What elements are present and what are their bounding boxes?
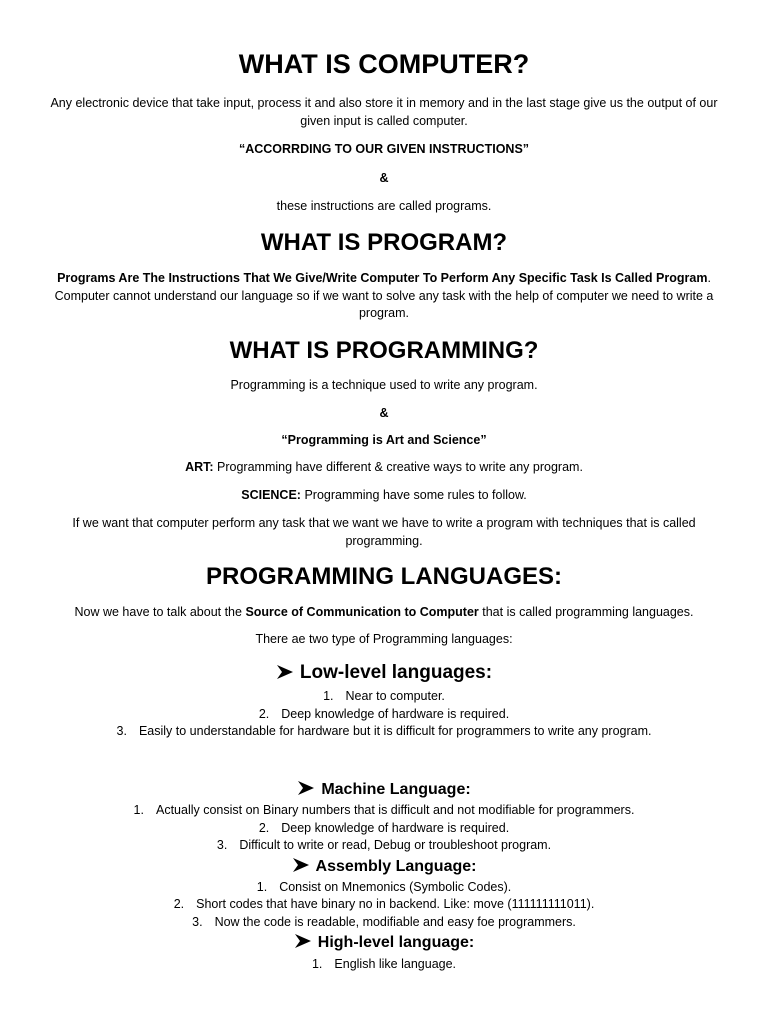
subheading-machine-language — [0, 780, 768, 800]
list-item — [0, 896, 768, 914]
list-item — [0, 956, 768, 974]
list-item — [0, 879, 768, 897]
paragraph-computer-definition: Any electronic device that take input, process it and also store it in memory and in the last stage give us the output of our given input is called computer. — [50, 96, 718, 128]
art-text: Programming have different & creative ways to write any program. — [213, 460, 583, 474]
assembly-language-title: Assembly Language: — [315, 858, 477, 875]
machine-language-title: Machine Language: — [321, 781, 471, 798]
list-number: 2. — [173, 897, 185, 911]
paragraph-program-definition — [48, 270, 720, 323]
program-definition-bold: Programs Are The Instructions That We Give/Write Computer To Perform Any Specific Task Is Called Program — [57, 271, 708, 285]
list-number: 1. — [311, 957, 323, 971]
list-item — [0, 837, 768, 855]
heading-what-is-program: WHAT IS PROGRAM? — [260, 229, 508, 256]
list-number: 1. — [323, 689, 334, 703]
ampersand-1: & — [379, 171, 389, 185]
list-item — [0, 914, 768, 932]
paragraph-programming-technique: Programming is a technique used to write any program. — [230, 378, 538, 392]
list-text: Deep knowledge of hardware is required. — [281, 821, 510, 835]
heading-what-is-programming: WHAT IS PROGRAMMING? — [229, 337, 539, 364]
languages-intro-b: that is called programming languages. — [478, 605, 694, 619]
list-number: 3. — [192, 915, 203, 929]
heading-what-is-computer: WHAT IS COMPUTER? — [238, 49, 530, 79]
heading-programming-languages: PROGRAMMING LANGUAGES: — [206, 563, 562, 590]
subheading-low-level — [0, 661, 768, 685]
list-text: Consist on Mnemonics (Symbolic Codes). — [279, 880, 512, 894]
list-text: Short codes that have binary no in backend. Like: move (111111111011). — [196, 897, 595, 911]
paragraph-source-of-communication — [0, 604, 768, 622]
languages-intro-bold: Source of Communication to Computer — [245, 605, 479, 619]
list-number: 3. — [216, 838, 228, 852]
art-label: ART: — [185, 460, 214, 474]
arrowhead-bullet-icon — [292, 857, 310, 873]
arrowhead-bullet-icon — [297, 780, 315, 796]
paragraph-instructions-programs: these instructions are called programs. — [276, 199, 492, 213]
list-number: 2. — [258, 707, 270, 721]
list-number: 2. — [258, 821, 270, 835]
paragraph-two-types: There ae two type of Programming languages: — [255, 632, 513, 646]
low-level-title: Low-level languages: — [299, 662, 493, 683]
list-item — [0, 688, 768, 706]
quote-instructions: “ACCORRDING TO OUR GIVEN INSTRUCTIONS” — [238, 142, 530, 156]
arrowhead-bullet-icon — [276, 664, 294, 680]
languages-intro-a: Now we have to talk about the — [74, 605, 246, 619]
paragraph-science — [0, 487, 768, 505]
paragraph-art — [0, 459, 768, 477]
subheading-high-level — [0, 933, 768, 953]
ampersand-2: & — [379, 406, 389, 420]
high-level-title: High-level language: — [317, 934, 475, 951]
list-item — [0, 802, 768, 820]
list-number: 1. — [133, 803, 144, 817]
paragraph-programming-definition: If we want that computer perform any task that we want we have to write a program with techniques that is called programming. — [72, 516, 696, 548]
program-definition-rest: . Computer cannot understand our language so if we want to solve any task with the help of computer we need to write a program. — [54, 271, 714, 320]
list-text: Now the code is readable, modifiable and easy foe programmers. — [214, 915, 576, 929]
list-text: Deep knowledge of hardware is required. — [281, 707, 510, 721]
list-item — [0, 723, 768, 741]
list-number: 3. — [116, 724, 127, 738]
list-text: Difficult to write or read, Debug or troubleshoot program. — [239, 838, 552, 852]
science-label: SCIENCE: — [241, 488, 301, 502]
quote-art-science: “Programming is Art and Science” — [281, 433, 487, 447]
list-number: 1. — [256, 880, 268, 894]
list-text: Near to computer. — [345, 689, 445, 703]
list-text: Actually consist on Binary numbers that is difficult and not modifiable for programmers. — [155, 803, 635, 817]
subheading-assembly-language — [0, 857, 768, 877]
list-item — [0, 820, 768, 838]
list-text: English like language. — [334, 957, 457, 971]
science-text: Programming have some rules to follow. — [300, 488, 527, 502]
list-item — [0, 706, 768, 724]
arrowhead-bullet-icon — [294, 933, 312, 949]
list-text: Easily to understandable for hardware but it is difficult for programmers to write any program. — [138, 724, 652, 738]
